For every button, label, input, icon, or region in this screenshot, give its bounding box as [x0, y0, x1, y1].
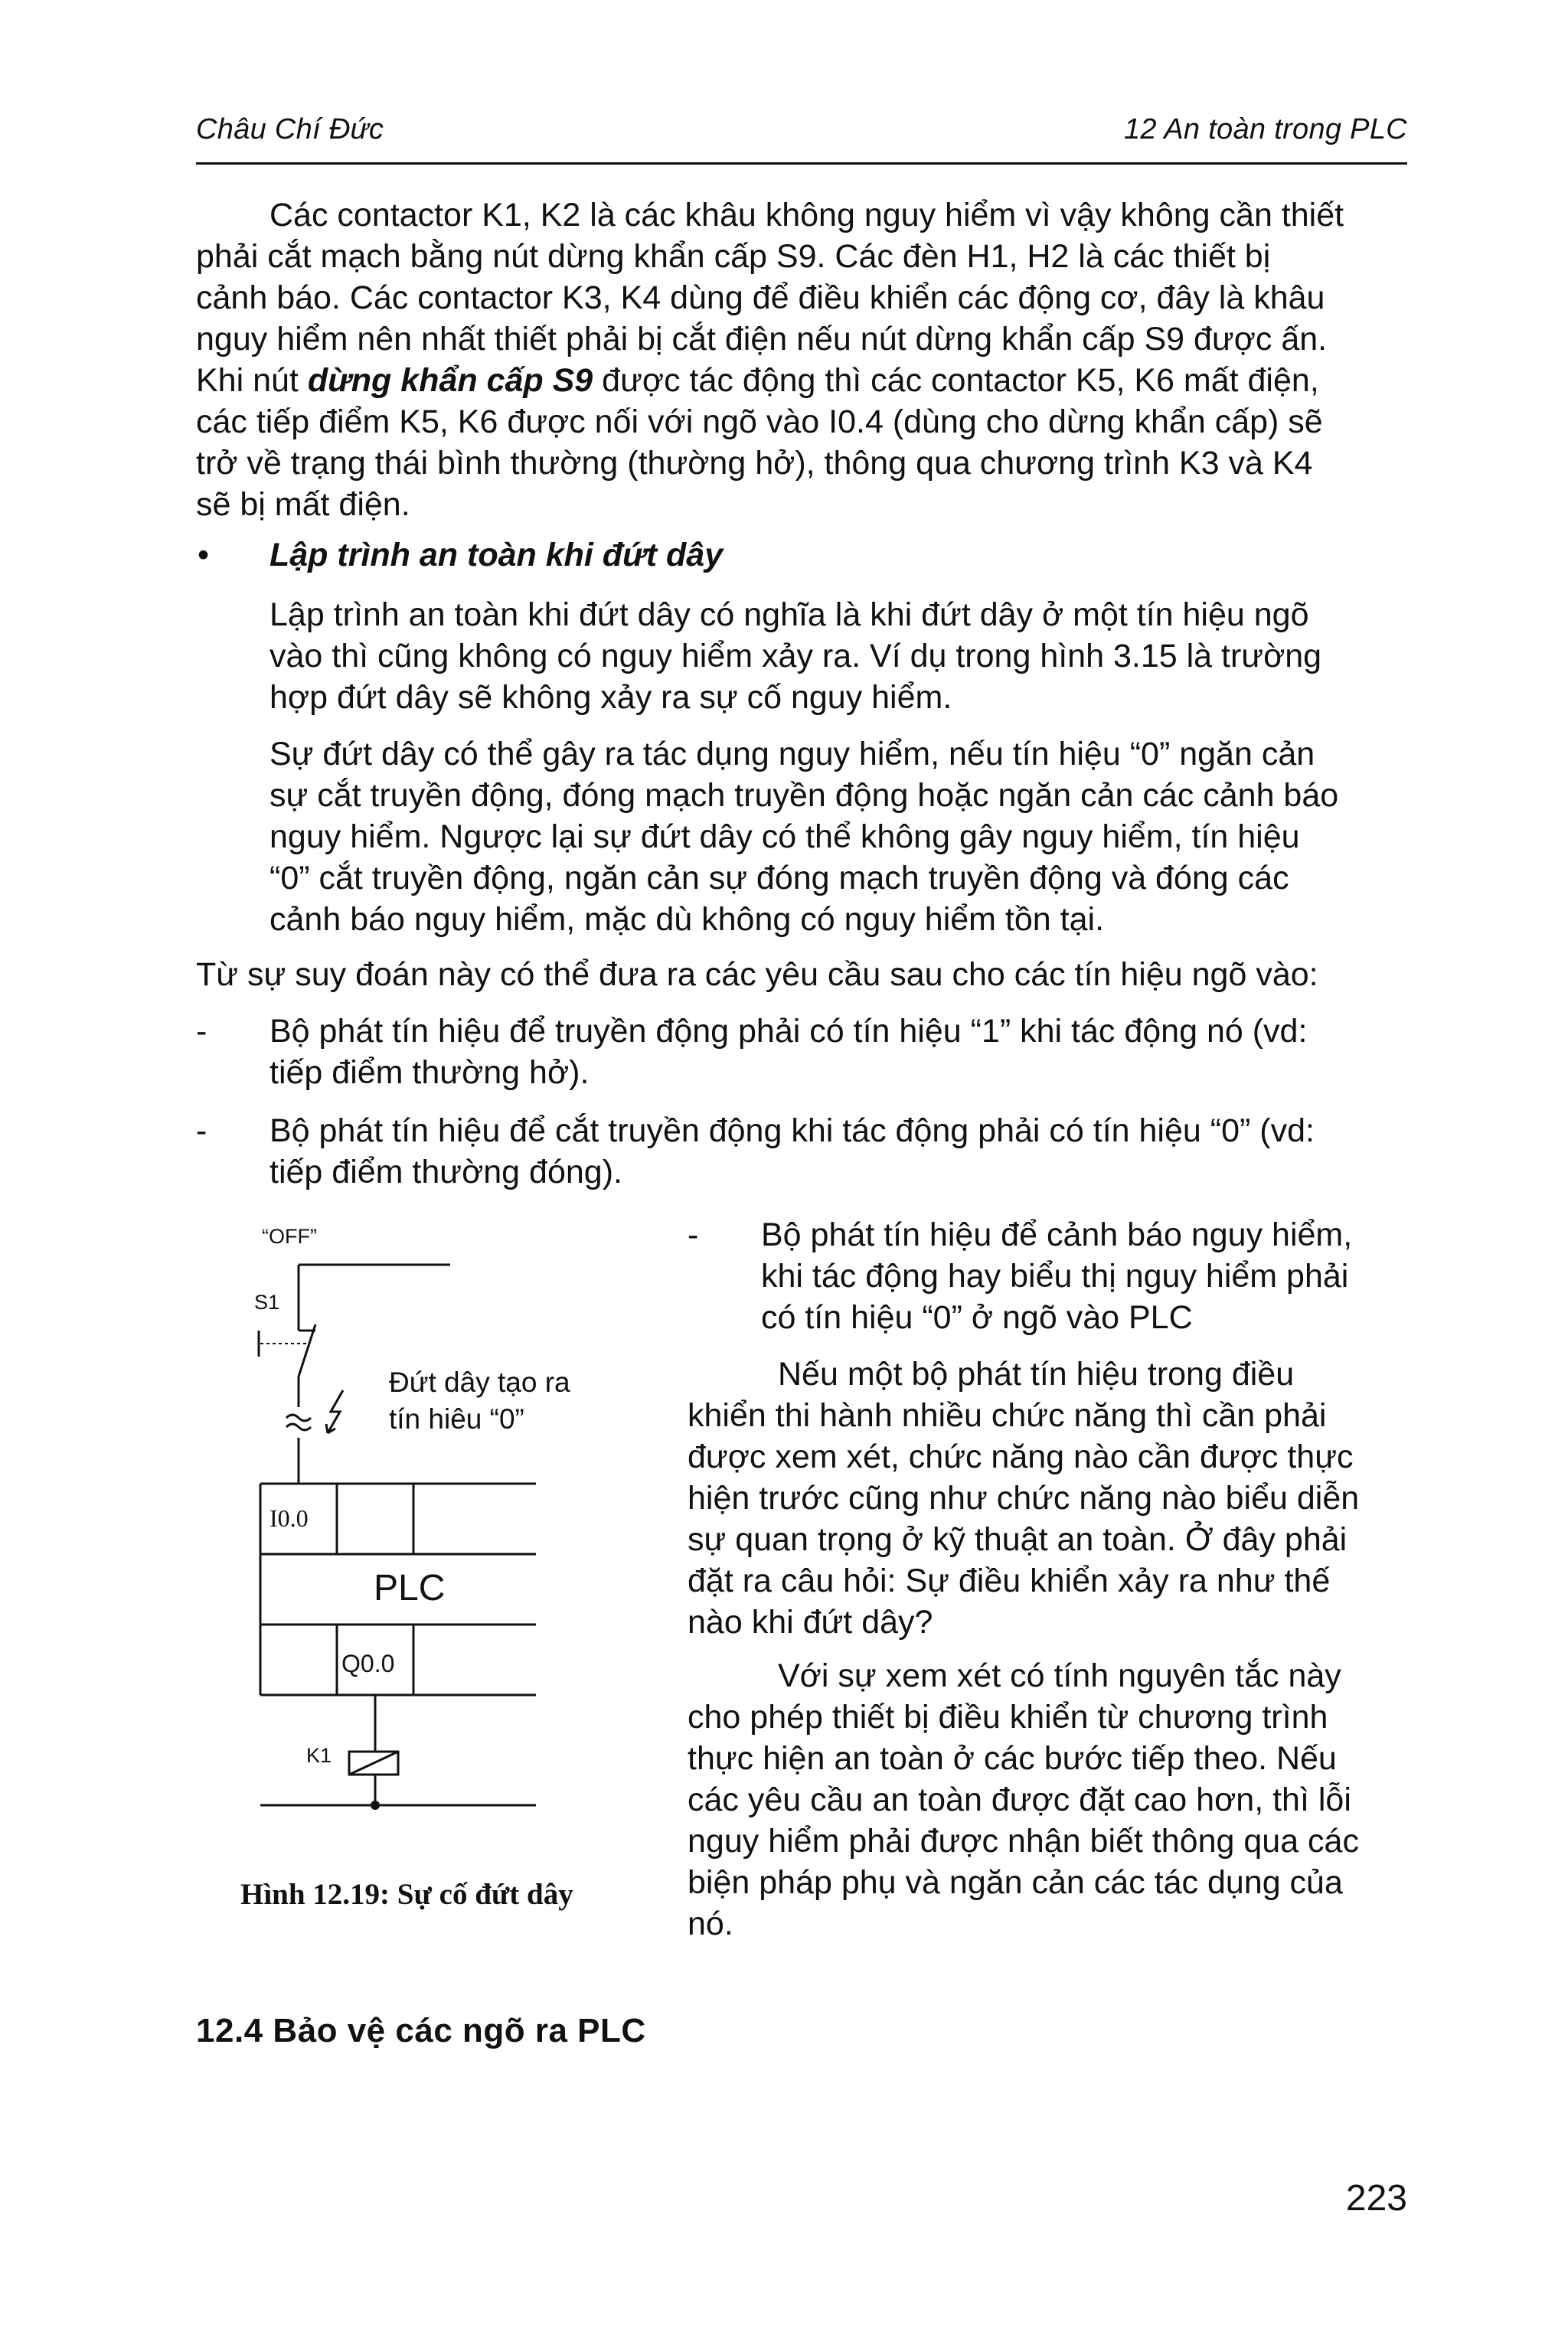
paragraph-safety-steps	[688, 1655, 1407, 1945]
text-line: cho phép thiết bị điều khiển từ chương trình	[688, 1699, 1328, 1736]
text-line: “0” cắt truyền động, ngăn cản sự đóng mạch truyền động và đóng các	[270, 860, 1289, 896]
bullet-title: Lập trình an toàn khi đứt dây	[270, 537, 724, 573]
text-line	[196, 360, 1407, 401]
text-line: tiếp điểm thường đóng).	[270, 1154, 622, 1190]
text-line: sự cắt truyền động, đóng mạch truyền động hoặc ngăn cản các cảnh báo	[270, 777, 1339, 814]
text-line: nào khi đứt dây?	[688, 1604, 933, 1641]
dash-item	[761, 1214, 1407, 1338]
text-line: phải cắt mạch bằng nút dừng khẩn cấp S9. Các đèn H1, H2 là các thiết bị	[196, 238, 1271, 275]
dash-symbol: -	[196, 1112, 207, 1149]
text-line: sẽ bị mất điện.	[196, 486, 410, 523]
text-line: sự quan trọng ở kỹ thuật an toàn. Ở đây phải	[688, 1521, 1348, 1558]
off-label: “OFF”	[262, 1225, 317, 1248]
text-line: khi tác động hay biểu thị nguy hiểm phải	[761, 1258, 1349, 1295]
text-line: vào thì cũng không có nguy hiểm xảy ra. Ví dụ trong hình 3.15 là trường	[270, 638, 1322, 674]
text-line: Bộ phát tín hiệu để cảnh báo nguy hiểm,	[761, 1216, 1353, 1253]
paragraph-wire-break-effects	[270, 733, 1407, 940]
text-line: Nếu một bộ phát tín hiệu trong điều	[778, 1356, 1295, 1393]
header-author: Châu Chí Đức	[196, 113, 384, 145]
text-line: Bộ phát tín hiệu để truyền động phải có tín hiệu “1” khi tác động nó (vd:	[270, 1013, 1308, 1050]
dash-item	[270, 1110, 1407, 1193]
page-number: 223	[1345, 2178, 1407, 2219]
dash-item	[270, 1011, 1407, 1093]
text-line: hiện trước cũng như chức năng nào biểu diễn	[688, 1480, 1360, 1517]
switch-s1-symbol	[259, 1324, 315, 1376]
dash-symbol: -	[196, 1013, 207, 1050]
paragraph-multifunction	[688, 1354, 1407, 1643]
text-line: nguy hiểm nên nhất thiết phải bị cắt điện nếu nút dừng khẩn cấp S9 được ấn.	[196, 321, 1328, 358]
paragraph-wire-break-def	[270, 594, 1407, 718]
bullet-symbol: •	[198, 537, 210, 573]
junction-dot	[371, 1801, 380, 1810]
emphasis-text: dừng khẩn cấp S9	[307, 362, 593, 399]
lightning-icon	[328, 1390, 343, 1433]
text-run: Khi nút	[196, 362, 308, 399]
text-line: tiếp điểm thường hở).	[270, 1054, 590, 1091]
text-line: nguy hiểm phải được nhận biết thông qua các	[688, 1823, 1359, 1860]
dash-symbol: -	[688, 1216, 699, 1253]
header-chapter: 12 An toàn trong PLC	[1123, 113, 1407, 145]
input-label: I0.0	[270, 1504, 309, 1532]
section-heading: 12.4 Bảo vệ các ngõ ra PLC	[196, 2012, 646, 2049]
text-line: được xem xét, chức năng nào cần được thực	[688, 1439, 1354, 1475]
text-line: khiển thi hành nhiều chức năng thì cần phải	[688, 1397, 1327, 1434]
relay-label: K1	[306, 1744, 332, 1767]
text-line: cảnh báo nguy hiểm, mặc dù không có nguy hiểm tồn tại.	[270, 901, 1105, 938]
text-line: các yêu cầu an toàn được đặt cao hơn, thì lỗi	[688, 1781, 1351, 1818]
header-rule	[196, 162, 1407, 165]
text-line: hợp đứt dây sẽ không xảy ra sự cố nguy hiểm.	[270, 679, 952, 716]
break-note-line2: tín hiêu “0”	[389, 1403, 524, 1435]
text-line: cảnh báo. Các contactor K3, K4 dùng để điều khiển các động cơ, đây là khâu	[196, 279, 1325, 316]
text-line: có tín hiệu “0” ở ngõ vào PLC	[761, 1299, 1193, 1336]
text-line: Các contactor K1, K2 là các khâu không nguy hiểm vì vậy không cần thiết	[270, 197, 1344, 233]
text-run: được tác động thì các contactor K5, K6 mất điện,	[593, 362, 1319, 399]
switch-label: S1	[254, 1291, 280, 1314]
text-line: Lập trình an toàn khi đứt dây có nghĩa là khi đứt dây ở một tín hiệu ngõ	[270, 596, 1309, 633]
text-line: đặt ra câu hỏi: Sự điều khiển xảy ra như thế	[688, 1563, 1331, 1599]
text-line: Bộ phát tín hiệu để cắt truyền động khi tác động phải có tín hiệu “0” (vd:	[270, 1112, 1315, 1149]
text-line: Sự đứt dây có thể gây ra tác dụng nguy hiểm, nếu tín hiệu “0” ngăn cản	[270, 736, 1315, 772]
text-line: Từ sự suy đoán này có thể đưa ra các yêu cầu sau cho các tín hiệu ngõ vào:	[196, 956, 1318, 993]
text-line: biện pháp phụ và ngăn cản các tác dụng của	[688, 1864, 1343, 1901]
wire-break-diagram	[230, 1217, 570, 1830]
text-line: thực hiện an toàn ở các bước tiếp theo. Nếu	[688, 1740, 1337, 1777]
figure-caption: Hình 12.19: Sự cố đứt dây	[240, 1878, 573, 1911]
plc-label: PLC	[374, 1568, 446, 1608]
wire-break-icon	[286, 1415, 311, 1430]
text-line: Với sự xem xét có tính nguyên tắc này	[778, 1657, 1341, 1694]
break-note-line1: Đứt dây tạo ra	[389, 1367, 570, 1398]
text-line: nó.	[688, 1906, 733, 1942]
text-line: trở về trạng thái bình thường (thường hở), thông qua chương trình K3 và K4	[196, 445, 1313, 482]
output-label: Q0.0	[341, 1650, 395, 1677]
text-line: các tiếp điểm K5, K6 được nối với ngõ vào I0.4 (dùng cho dừng khẩn cấp) sẽ	[196, 403, 1323, 440]
relay-coil-icon	[349, 1752, 398, 1775]
paragraph-requirements-intro	[196, 954, 1407, 995]
text-line: nguy hiểm. Ngược lại sự đứt dây có thể không gây nguy hiểm, tín hiệu	[270, 818, 1300, 855]
paragraph-intro	[196, 194, 1407, 525]
